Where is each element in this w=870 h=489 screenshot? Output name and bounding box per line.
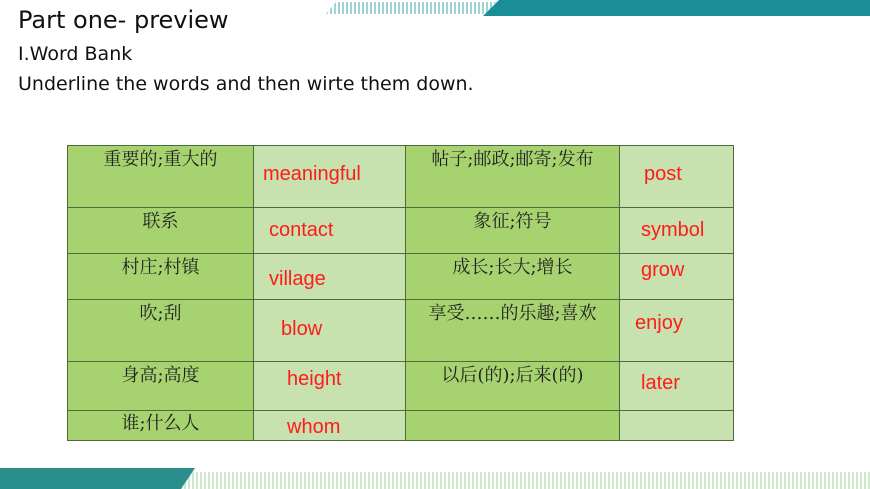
bottom-decorative-bar — [0, 468, 195, 489]
chinese-meaning-cell: 象征;符号 — [406, 208, 620, 254]
english-word: post — [644, 163, 682, 185]
table-row — [68, 300, 734, 362]
english-word-cell — [254, 208, 406, 254]
chinese-meaning-cell: 谁;什么人 — [68, 411, 254, 441]
english-word: later — [641, 372, 680, 394]
english-word-cell — [620, 300, 734, 362]
chinese-meaning-cell: 重要的;重大的 — [68, 146, 254, 208]
english-word: enjoy — [635, 312, 683, 334]
chinese-meaning-cell: 村庄;村镇 — [68, 254, 254, 300]
english-word: whom — [287, 416, 341, 438]
table-row — [68, 411, 734, 441]
chinese-meaning-cell: 享受……的乐趣;喜欢 — [406, 300, 620, 362]
chinese-meaning-cell: 联系 — [68, 208, 254, 254]
english-word-cell — [254, 411, 406, 441]
chinese-meaning-cell: 帖子;邮政;邮寄;发布 — [406, 146, 620, 208]
table-row — [68, 146, 734, 208]
english-word-cell — [620, 411, 734, 441]
instruction-text: Underline the words and then wirte them down. — [18, 73, 474, 95]
page-title: Part one- preview — [18, 6, 229, 34]
word-bank-table — [67, 145, 734, 441]
top-decorative-stripes — [326, 2, 496, 14]
english-word-cell — [620, 208, 734, 254]
english-word: contact — [269, 219, 334, 241]
english-word-cell — [620, 146, 734, 208]
table-row — [68, 208, 734, 254]
section-heading: I.Word Bank — [18, 43, 133, 65]
chinese-meaning-cell — [406, 411, 620, 441]
english-word-cell — [254, 254, 406, 300]
table-row — [68, 362, 734, 411]
english-word: symbol — [641, 219, 705, 241]
english-word-cell — [254, 146, 406, 208]
english-word-cell — [254, 362, 406, 411]
english-word: grow — [641, 259, 685, 281]
chinese-meaning-cell: 成长;长大;增长 — [406, 254, 620, 300]
english-word: meaningful — [263, 163, 361, 185]
chinese-meaning-cell: 吹;刮 — [68, 300, 254, 362]
english-word-cell — [620, 254, 734, 300]
english-word-cell — [620, 362, 734, 411]
english-word: blow — [281, 318, 323, 340]
english-word: height — [287, 368, 342, 390]
chinese-meaning-cell: 以后(的);后来(的) — [406, 362, 620, 411]
chinese-meaning-cell: 身高;高度 — [68, 362, 254, 411]
english-word-cell — [254, 300, 406, 362]
top-decorative-bar — [483, 0, 870, 16]
english-word: village — [269, 268, 326, 290]
table-row — [68, 254, 734, 300]
